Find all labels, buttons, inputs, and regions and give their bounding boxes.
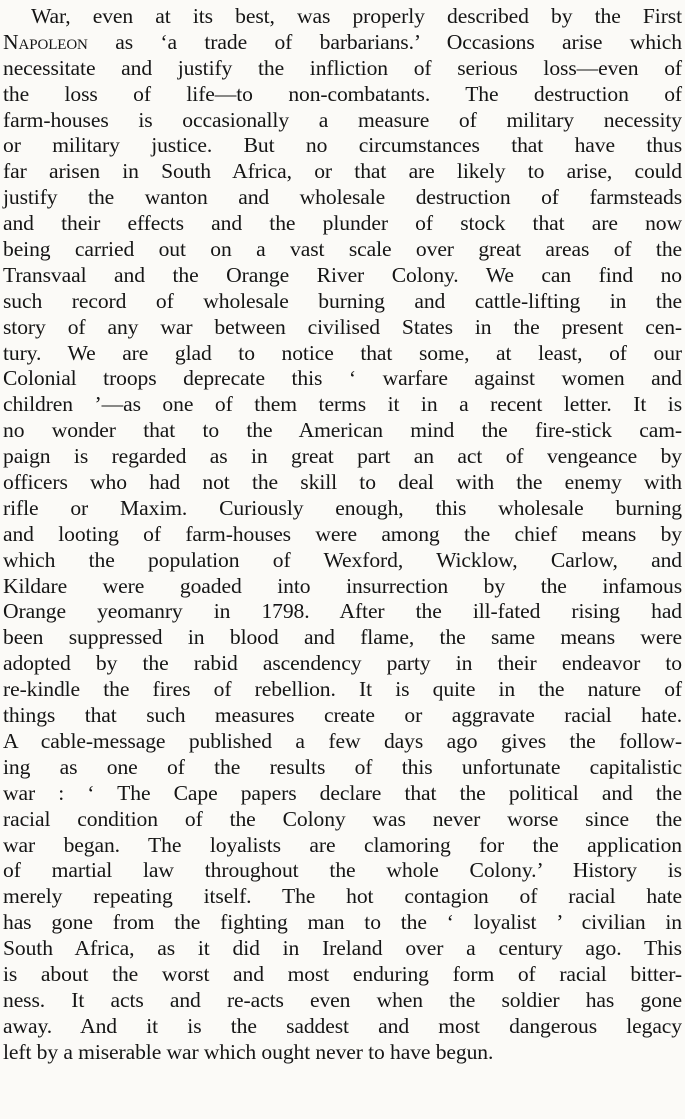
article-line: no wonder that to the American mind the fire-stick cam- <box>3 418 682 443</box>
article-line: is about the worst and most enduring form of racial bitter- <box>3 961 682 986</box>
article-line: left by a miserable war which ought never to have begun. <box>3 1039 494 1064</box>
name-napoleon: Napoleon <box>3 29 88 54</box>
article-line: away. And it is the saddest and most dangerous legacy <box>3 1013 682 1038</box>
article-line: South Africa, as it did in Ireland over a century ago. This <box>3 936 682 961</box>
article-line: necessitate and justify the infliction of serious loss—even of <box>3 55 682 80</box>
article-line: racial condition of the Colony was never worse since the <box>3 806 682 831</box>
article-line: War, even at its best, was properly described by the First <box>31 4 682 28</box>
article-line: being carried out on a vast scale over great areas of the <box>3 237 682 262</box>
article-line: far arisen in South Africa, or that are likely to arise, could <box>3 159 682 184</box>
article-line: Kildare were goaded into insurrection by the infamous <box>3 573 682 598</box>
article-line: been suppressed in blood and flame, the same means were <box>3 625 682 650</box>
article-line: the loss of life—to non-combatants. The destruction of <box>3 81 682 106</box>
article-line: and their effects and the plunder of stock that are now <box>3 211 682 236</box>
article-line: adopted by the rabid ascendency party in their endeavor to <box>3 651 682 676</box>
article-line: tury. We are glad to notice that some, at least, of our <box>3 340 682 365</box>
article-line: which the population of Wexford, Wicklow, Carlow, and <box>3 547 682 572</box>
article-line: story of any war between civilised States in the present cen- <box>3 314 682 339</box>
article-line-text: as ‘a trade of barbarians.’ Occasions arise which <box>115 29 682 54</box>
article-line: re-kindle the fires of rebellion. It is quite in the nature of <box>3 677 682 702</box>
article-body <box>3 4 682 1066</box>
article-line: things that such measures create or aggravate racial hate. <box>3 703 682 728</box>
article-line: war : ‘ The Cape papers declare that the political and the <box>3 780 682 805</box>
article-line: of martial law throughout the whole Colony.’ History is <box>3 858 682 883</box>
article-line: Colonial troops deprecate this ‘ warfare against women and <box>3 366 682 391</box>
article-line <box>3 30 682 56</box>
article-line: A cable-message published a few days ago gives the follow- <box>3 728 682 753</box>
article-line: rifle or Maxim. Curiously enough, this wholesale burning <box>3 495 682 520</box>
article-line: farm-houses is occasionally a measure of military necessity <box>3 107 682 132</box>
article-line: ing as one of the results of this unfortunate capitalistic <box>3 754 682 779</box>
article-line: or military justice. But no circumstances that have thus <box>3 133 682 158</box>
article-line: paign is regarded as in great part an act of vengeance by <box>3 444 682 469</box>
article-line: Orange yeomanry in 1798. After the ill-fated rising had <box>3 599 682 624</box>
article-line: justify the wanton and wholesale destruction of farmsteads <box>3 185 682 210</box>
article-line: merely repeating itself. The hot contagion of racial hate <box>3 884 682 909</box>
article-line: such record of wholesale burning and cattle-lifting in the <box>3 288 682 313</box>
article-line: children ’—as one of them terms it in a recent letter. It is <box>3 392 682 417</box>
article-line: ness. It acts and re-acts even when the soldier has gone <box>3 987 682 1012</box>
article-line: war began. The loyalists are clamoring for the application <box>3 832 682 857</box>
article-line: has gone from the fighting man to the ‘ loyalist ’ civilian in <box>3 910 682 935</box>
article-line: officers who had not the skill to deal with the enemy with <box>3 470 682 495</box>
article-line: Transvaal and the Orange River Colony. We can find no <box>3 262 682 287</box>
article-line: and looting of farm-houses were among the chief means by <box>3 521 682 546</box>
